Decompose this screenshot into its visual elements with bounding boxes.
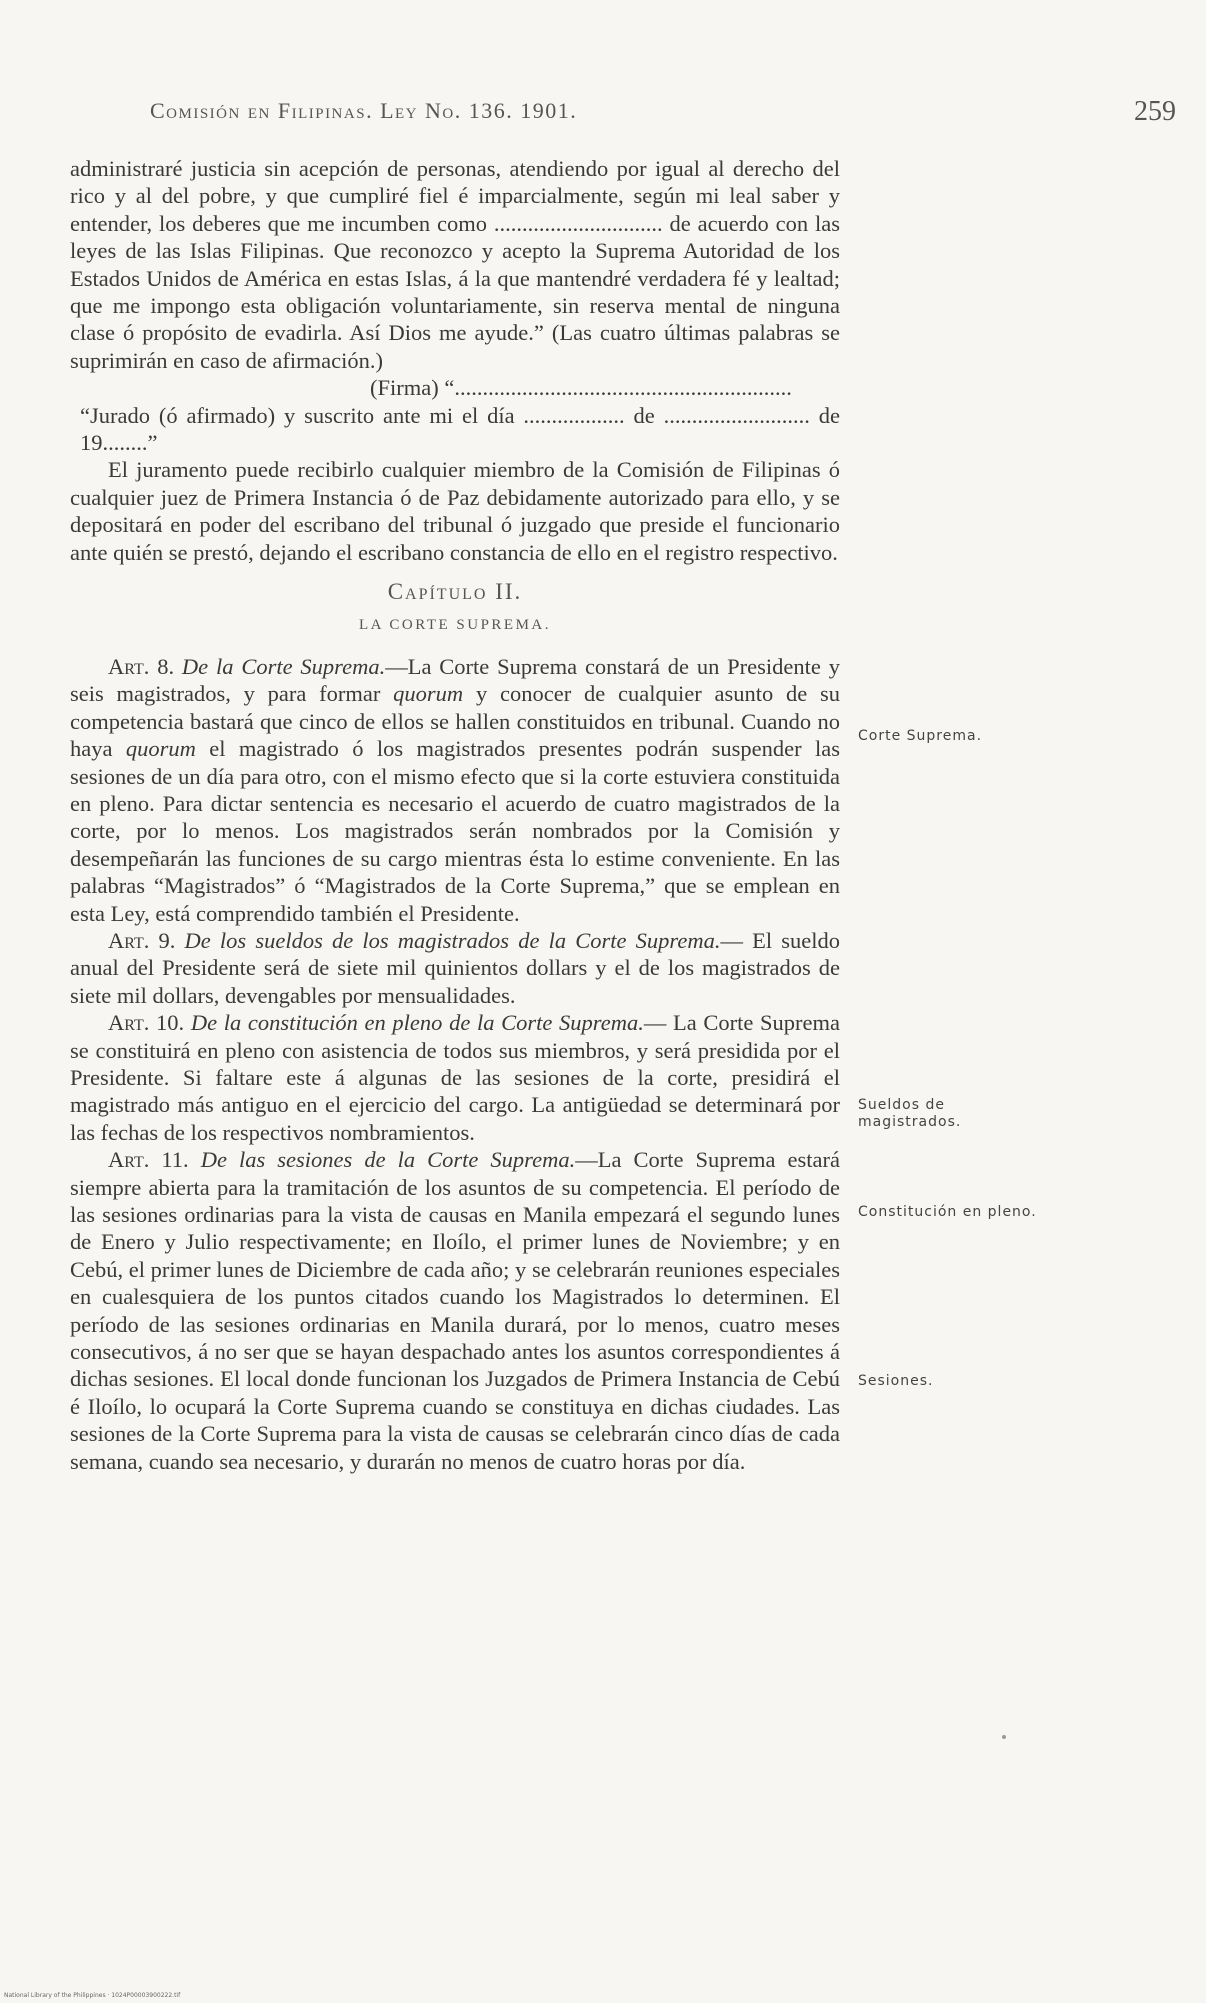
- article-9-text: — El sueldo anual del Presidente será de siete mil quinientos dollars y el de los magistrados de siete mil dollars, devengables por mensualidades.: [70, 927, 840, 1008]
- article-11-text: —La Corte Suprema estará siempre abierta para la tramitación de los asuntos de su competencia. El período de las sesiones ordinarias para la vista de causas en Manila empezará el segundo lunes de Enero y Julio respectivamente; en Iloílo, el primer lunes de Noviembre; y en Cebú, el primer lunes de Diciembre de cada año; y se celebrarán reuniones especiales en cualesquiera de los puntos citados cuando los Magistrados lo determinen. El período de las sesiones ordinarias en Manila durará, por lo menos, cuatro meses consecutivos, á no ser que se hayan despachado antes los asuntos correspondientes á dichas sesiones. El local donde funcionan los Juzgados de Primera Instancia de Cebú é Iloílo, lo ocupará la Corte Suprema cuando se constituya en dichas ciudades. Las sesiones de la Corte Suprema para la vista de causas se celebrarán cinco días de cada semana, cuando sea necesario, y durarán no menos de cuatro horas por día.: [70, 1147, 840, 1474]
- paragraph-juramento: El juramento puede recibirlo cualquier miembro de la Comisión de Filipinas ó cualquier juez de Primera Instancia ó de Paz debidamente autorizado para ello, y se depositará en poder del escribano del tribunal ó juzgado que preside el funcionario ante quién se prestó, dejando el escribano constancia de ello en el registro respectivo.: [70, 457, 840, 565]
- article-10-number: Art. 10.: [108, 1010, 185, 1036]
- margin-note-constitucion: Constitución en pleno.: [858, 1204, 1037, 1220]
- article-8: [70, 653, 840, 927]
- article-10-text: — La Corte Suprema se constituirá en pleno con asistencia de todos sus miembros, y será presidida por el Presidente. Si faltare este á algunas de las sesiones de la corte, presidirá el magistrado más antiguo en el ejercicio del cargo. La antigüedad se determinará por las fechas de los respectivos nombramientos.: [70, 1010, 841, 1145]
- page-number: 259: [1134, 96, 1176, 127]
- article-8-text-c: el magistrado ó los magistrados presentes podrán suspender las sesiones de un día para otro, con el mismo efecto que si la corte estuviera constituida en pleno. Para dictar sentencia es necesario el acuerdo de cuatro magistrados de la corte, por lo menos. Los magistrados serán nombrados por la Comisión y desempeñarán las funciones de su cargo mientras ésta lo estime conveniente. En las palabras “Magistrados” ó “Magistrados de la Corte Suprema,” que se emplean en esta Ley, está comprendido también el Presidente.: [70, 736, 840, 926]
- article-8-quorum-1: quorum: [393, 681, 464, 707]
- signature-line: (Firma) “............................................................: [370, 375, 792, 401]
- article-11-title: De las sesiones de la Corte Suprema.: [200, 1147, 576, 1173]
- scan-source-footer: National Library of the Philippines · 1024P00003900222.tif: [4, 1992, 181, 1999]
- article-10-title: De la constitución en pleno de la Corte Suprema.: [190, 1010, 644, 1036]
- article-9-title: De los sueldos de los magistrados de la Corte Suprema.: [184, 927, 721, 953]
- margin-note-sueldos: Sueldos de magistrados.: [858, 1097, 962, 1130]
- chapter-title: Capítulo II.: [387, 579, 523, 605]
- article-11-number: Art. 11.: [108, 1147, 189, 1173]
- body-text: [70, 155, 840, 1475]
- sworn-line: “Jurado (ó afirmado) y suscrito ante mi el día .................. de .......................... de 19........”: [80, 402, 840, 456]
- article-11: [70, 1146, 840, 1475]
- scan-speck: [1002, 1735, 1006, 1739]
- article-9-number: Art. 9.: [108, 927, 176, 953]
- margin-note-sesiones: Sesiones.: [858, 1373, 934, 1389]
- article-10: [70, 1009, 840, 1146]
- margin-note-corte-suprema: Corte Suprema.: [858, 728, 983, 744]
- article-8-title: De la Corte Suprema.: [181, 653, 386, 679]
- article-9: [70, 927, 840, 1009]
- article-8-text-a: —La Corte Suprema constará de un Presidente y seis magistrados, y para formar: [70, 653, 840, 707]
- article-8-text-b: y conocer de cualquier asunto de su competencia bastará que cinco de ellos se hallen constituidos en tribunal. Cuando no haya: [70, 681, 840, 762]
- article-8-number: Art. 8.: [108, 653, 175, 679]
- running-head: Comisión en Filipinas. Ley No. 136. 1901.: [150, 98, 578, 123]
- chapter-subtitle: LA CORTE SUPREMA.: [358, 616, 552, 633]
- article-8-quorum-2: quorum: [125, 736, 196, 762]
- paragraph-oath-continuation: administraré justicia sin acepción de personas, atendiendo por igual al derecho del rico y al del pobre, y que cumpliré fiel é imparcialmente, según mi leal saber y entender, los deberes que me incumben como .............................. de acuerdo con las leyes de las Islas Filipinas. Que reconozco y acepto la Suprema Autoridad de los Estados Unidos de América en estas Islas, á la que mantendré verdadera fé y lealtad; que me impongo esta obligación voluntariamente, sin reserva mental de ninguna clase ó propósito de evadirla. Así Dios me ayude.” (Las cuatro últimas palabras se suprimirán en caso de afirmación.): [70, 156, 840, 373]
